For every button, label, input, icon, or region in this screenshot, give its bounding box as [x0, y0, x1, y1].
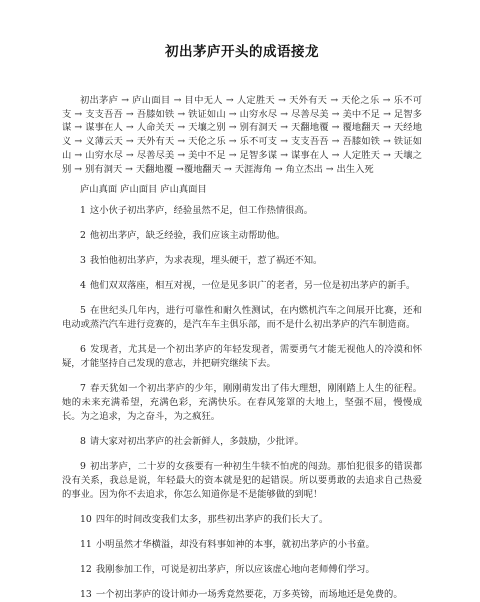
item-text: 四年的时间改变我们太多，那些初出茅庐的我们长大了。	[95, 514, 329, 526]
item-text: 我怕他初出茅庐，为求表现，埋头硬干，惹了祸还不知。	[89, 255, 323, 267]
document-title: 初出茅庐开头的成语接龙	[165, 44, 319, 60]
item-text: 这小伙子初出茅庐，经验虽然不足，但工作热情很高。	[89, 205, 314, 217]
item-number: 4	[80, 280, 86, 292]
item-text: 小明虽然才华横溢，却没有料事如神的本事，就初出茅庐的小书童。	[95, 539, 375, 551]
list-item	[62, 460, 422, 502]
list-item	[62, 382, 422, 424]
item-text: 发现者，尤其是一个初出茅庐的年轻发现者，需要勇气才能无视他人的冷漠和怀疑，才能坚持自己发现的意志，并把研究继续下去。	[62, 344, 422, 370]
item-text: 他们双双落座，相互对视，一位是见多识广的老者，另一位是初出茅庐的新手。	[89, 280, 416, 292]
item-text: 一个初出茅庐的设计师办一场秀竟然要花，万多英镑，而场地还是免费的。	[95, 589, 403, 601]
idiom-chain-paragraph: 初出茅庐 → 庐山面目 → 目中无人 → 人定胜天 → 天外有天 → 天伦之乐 → 乐不可支 → 支支吾吾 → 吾膝如铁 → 铁证如山 → 山穷水尽 → 尽善尽美 → 美中不足 → 足智多谋 → 谋事在人 → 人命关天 → 天壤之别 → 别有洞天 → 天翻地覆 → 覆地翻天 → 天经地义 → 义薄云天 → 天外有天 → 天伦之乐 → 乐不可支 → 支支吾吾 → 吾膝如铁 → 铁证如山 → 山穷水尽 → 尽善尽美 → 美中不足 → 足智多谋 → 谋事在人 → 人定胜天 → 天壤之别 → 别有洞天 → 天翻地覆 →覆地翻天 → 天涯海角 → 角立杰出 → 出生入死	[62, 95, 422, 175]
list-item	[62, 563, 422, 577]
list-item	[62, 435, 422, 449]
item-number: 11	[80, 539, 92, 551]
item-number: 6	[80, 344, 86, 356]
item-number: 1	[80, 205, 86, 217]
example-sentence-list	[62, 204, 422, 602]
list-item	[62, 304, 422, 332]
list-item	[62, 229, 422, 243]
list-item	[62, 279, 422, 293]
item-text: 在世纪头几年内，进行可靠性和耐久性测试，在内燃机汽车之间展开比赛，还和电动或蒸汽汽车进行竞赛的，是汽车车主俱乐部，而不是什么初出茅庐的汽车制造商。	[62, 305, 422, 331]
item-text: 春天犹如一个初出茅庐的少年，刚刚萌发出了伟大理想，刚刚踏上人生的征程。她的未来充满希望，充满色彩，充满快乐。在春风笼罩的大地上，坚强不屈，慢慢成长。为之追求，为之奋斗，为之疯狂。	[62, 383, 422, 423]
list-item	[62, 513, 422, 527]
list-item	[62, 343, 422, 371]
item-number: 13	[80, 589, 92, 601]
item-number: 9	[80, 461, 86, 473]
item-number: 2	[80, 230, 86, 242]
item-number: 5	[80, 305, 86, 317]
item-text: 我刚参加工作，可说是初出茅庐，所以应该虚心地向老师傅们学习。	[95, 564, 375, 576]
item-text: 他初出茅庐，缺乏经验，我们应该主动帮助他。	[89, 230, 286, 242]
item-text: 请大家对初出茅庐的社会新鲜人，多鼓励，少批评。	[89, 436, 304, 448]
list-item	[62, 538, 422, 552]
subheading-line: 庐山真面 庐山面目 庐山真面目	[80, 184, 207, 196]
item-number: 7	[80, 383, 86, 395]
item-text: 初出茅庐，二十岁的女孩要有一种初生牛犊不怕虎的闯劲。那怕犯很多的错误都没有关系，我总是说，年轻最大的资本就是犯的起错误。所以要勇敢的去追求自己热爱的事业。因为你不去追求，你怎么知道你是不是能够做的到呢！	[62, 461, 422, 501]
list-item	[62, 254, 422, 268]
item-number: 3	[80, 255, 86, 267]
item-number: 12	[80, 564, 92, 576]
list-item	[62, 204, 422, 218]
item-number: 10	[80, 514, 92, 526]
item-number: 8	[80, 436, 86, 448]
list-item	[62, 588, 422, 602]
